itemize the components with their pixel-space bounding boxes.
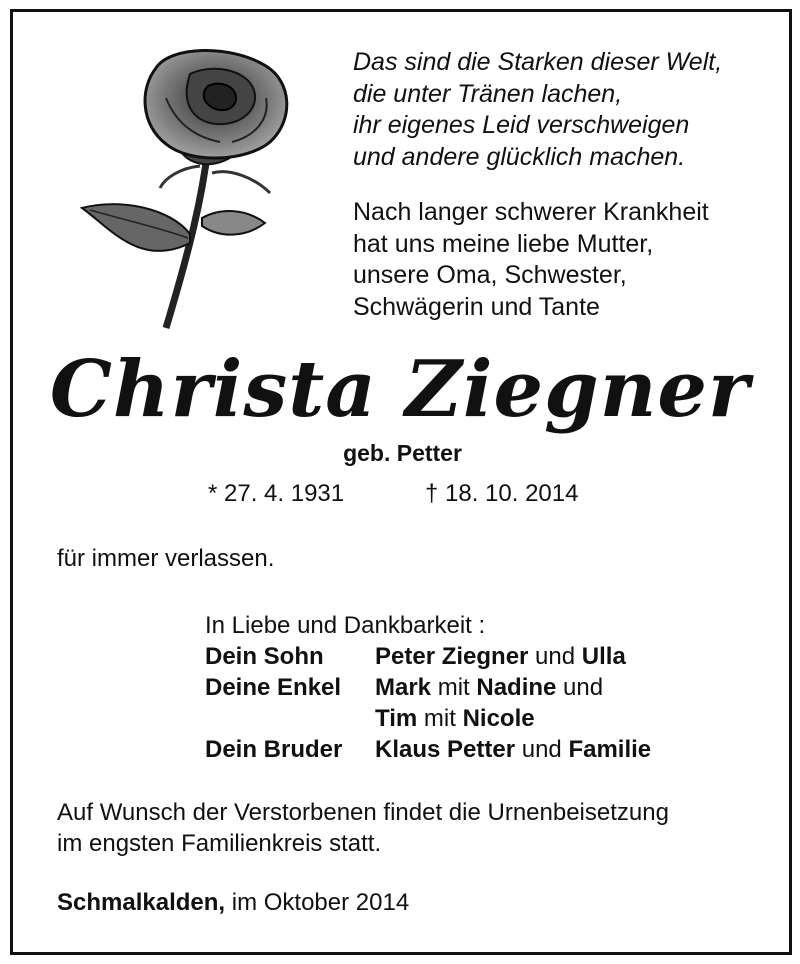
mourner-name: Tim bbox=[375, 705, 418, 732]
connector: und bbox=[515, 736, 569, 763]
burial-note bbox=[57, 797, 669, 859]
mourner-row bbox=[205, 734, 651, 765]
relation: Deine Enkel bbox=[205, 674, 342, 701]
deceased-name: Christa Ziegner bbox=[49, 344, 751, 435]
poem-line: ihr eigenes Leid verschweigen bbox=[353, 111, 690, 139]
relation bbox=[205, 703, 375, 734]
poem bbox=[353, 47, 773, 173]
connector: und bbox=[556, 674, 604, 701]
birth-name-row bbox=[0, 440, 800, 467]
closing-line bbox=[57, 887, 409, 918]
intro-line: unsere Oma, Schwester, bbox=[353, 261, 627, 289]
intro-line: Schwägerin und Tante bbox=[353, 292, 600, 321]
place: Schmalkalden, bbox=[57, 889, 226, 916]
note-line: Auf Wunsch der Verstorbenen findet die Urnenbeisetzung bbox=[57, 799, 669, 826]
mourner-name: Ulla bbox=[581, 643, 626, 670]
intro-line: Nach langer schwerer Krankheit bbox=[353, 198, 709, 226]
mourner-name: Nadine bbox=[476, 674, 557, 701]
left-text: für immer verlassen. bbox=[57, 545, 275, 572]
birth-date: * 27. 4. 1931 bbox=[208, 480, 345, 507]
mourner-name: Familie bbox=[568, 736, 652, 763]
mourner-name: Peter Ziegner bbox=[375, 643, 529, 670]
mourner-row bbox=[205, 703, 651, 734]
death-date: † 18. 10. 2014 bbox=[425, 480, 579, 507]
poem-line: die unter Tränen lachen, bbox=[353, 79, 623, 108]
mourner-row bbox=[205, 672, 651, 703]
relation: Dein Sohn bbox=[205, 643, 324, 670]
mourner-name: Mark bbox=[375, 674, 432, 701]
mourner-row bbox=[205, 641, 651, 672]
mourner-names bbox=[375, 641, 626, 672]
connector: und bbox=[528, 643, 582, 670]
connector: mit bbox=[417, 705, 463, 732]
relation: Dein Bruder bbox=[205, 736, 343, 763]
intro-text bbox=[353, 197, 773, 323]
mourners-heading: In Liebe und Dankbarkeit : bbox=[205, 612, 486, 639]
mourner-names bbox=[375, 672, 603, 703]
birth-name: geb. Petter bbox=[343, 440, 462, 466]
mourners-list bbox=[205, 610, 651, 765]
note-line: im engsten Familienkreis statt. bbox=[57, 830, 382, 857]
closing-date: im Oktober 2014 bbox=[225, 889, 410, 916]
poem-line: und andere glücklich machen. bbox=[353, 142, 686, 171]
connector: mit bbox=[431, 674, 477, 701]
poem-line: Das sind die Starken dieser Welt, bbox=[353, 48, 723, 76]
mourner-name: Klaus Petter bbox=[375, 736, 516, 763]
rose-icon bbox=[70, 38, 310, 338]
intro-line: hat uns meine liebe Mutter, bbox=[353, 229, 654, 258]
mourner-names bbox=[375, 734, 651, 765]
mourner-name: Nicole bbox=[462, 705, 535, 732]
mourner-names bbox=[375, 703, 535, 734]
